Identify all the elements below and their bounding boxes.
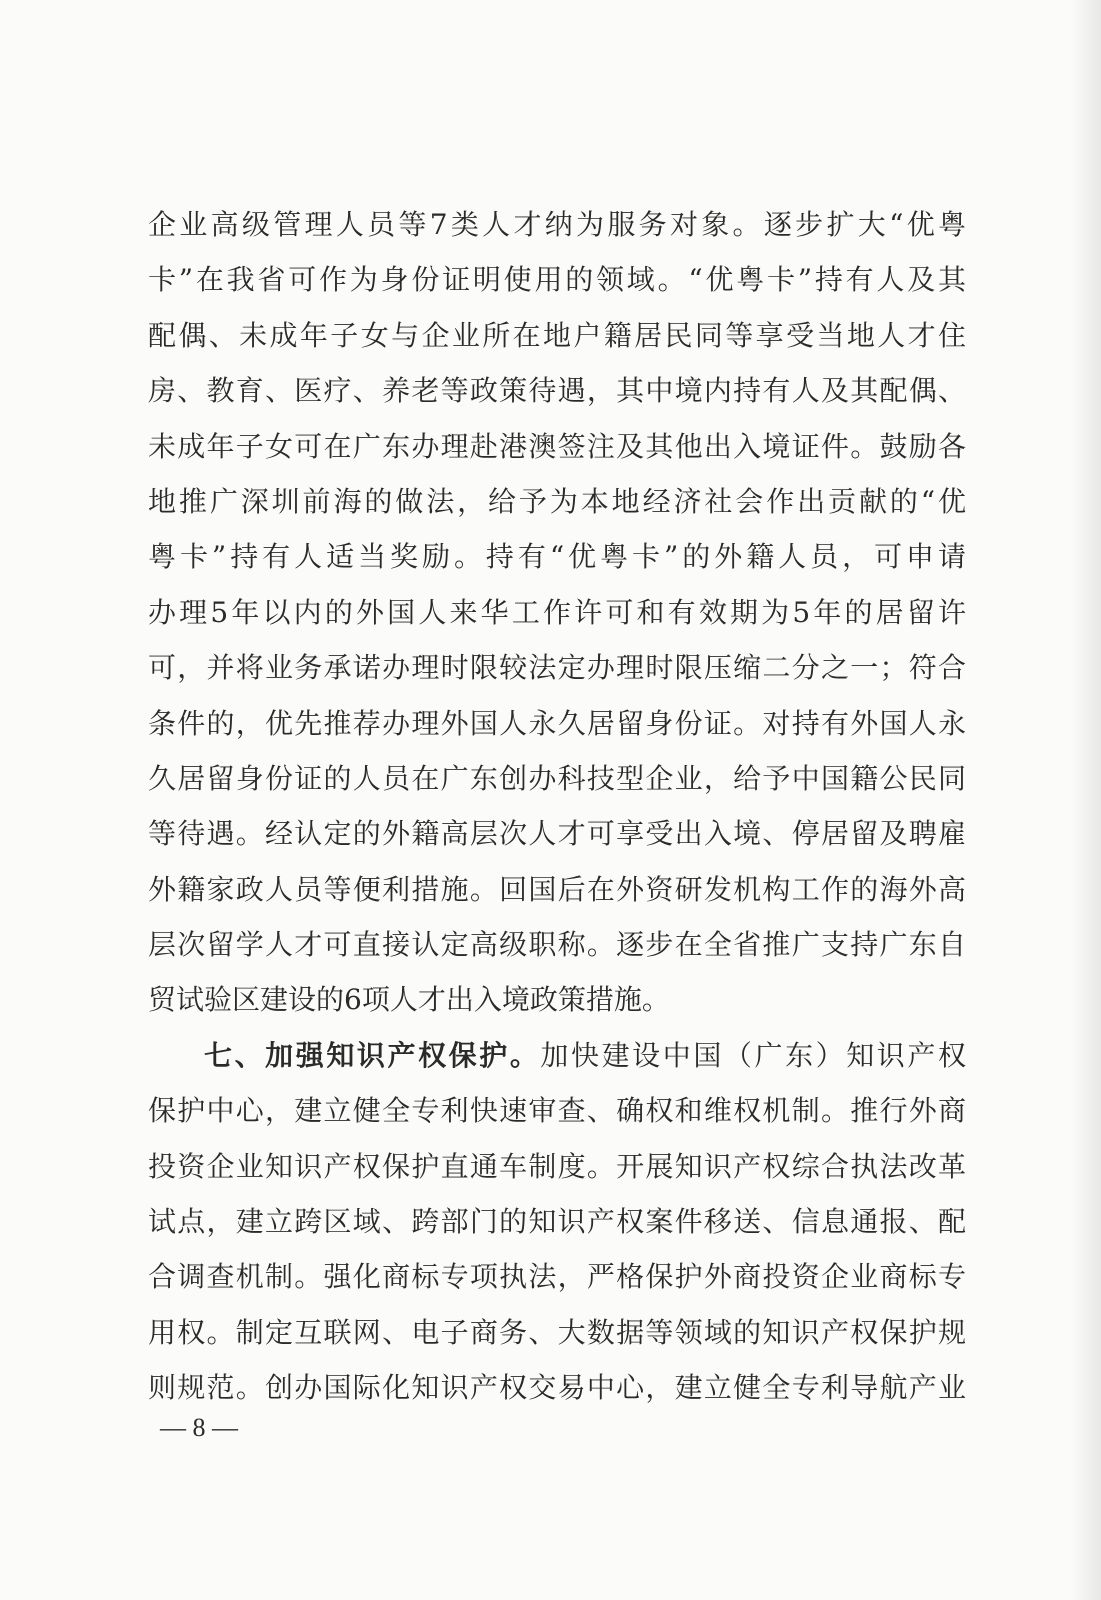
paragraph-line: 企业高级管理人员等7类人才纳为服务对象。逐步扩大“优粤 <box>148 208 966 241</box>
paragraph-line: 保护中心，建立健全专利快速审查、确权和维权机制。推行外商 <box>148 1094 966 1128</box>
paragraph-line: 可，并将业务承诺办理时限较法定办理时限压缩二分之一；符合 <box>148 651 966 685</box>
paragraph-line: 粤卡”持有人适当奖励。持有“优粤卡”的外籍人员，可申请 <box>148 540 966 574</box>
paragraph-line: 配偶、未成年子女与企业所在地户籍居民同等享受当地人才住 <box>148 318 966 352</box>
paragraph-line: 合调查机制。强化商标专项执法，严格保护外商投资企业商标专 <box>148 1260 966 1294</box>
paragraph-line: 未成年子女可在广东办理赴港澳签注及其他出入境证件。鼓励各 <box>148 429 966 463</box>
paragraph-line: 办理5年以内的外国人来华工作许可和有效期为5年的居留许 <box>148 595 966 629</box>
paragraph-line: 用权。制定互联网、电子商务、大数据等领域的知识产权保护规 <box>148 1315 966 1349</box>
paragraph-line: 卡”在我省可作为身份证明使用的领域。“优粤卡”持有人及其 <box>148 263 966 297</box>
paragraph-line: 等待遇。经认定的外籍高层次人才可享受出入境、停居留及聘雇 <box>148 817 966 851</box>
paragraph-line: 久居留身份证的人员在广东创办科技型企业，给予中国籍公民同 <box>148 761 966 795</box>
body-text <box>148 197 966 1416</box>
page-edge-shadow <box>1071 0 1101 1600</box>
paragraph-line: 地推广深圳前海的做法，给予为本地经济社会作出贡献的“优 <box>148 484 966 518</box>
paragraph-line: 投资企业知识产权保护直通车制度。开展知识产权综合执法改革 <box>148 1149 966 1183</box>
paragraph-line: 则规范。创办国际化知识产权交易中心，建立健全专利导航产业 <box>148 1371 966 1405</box>
page-number: — 8 — <box>160 1413 238 1442</box>
section-heading-continuation: 加快建设中国（广东）知识产权 <box>540 1038 966 1072</box>
paragraph-line: 层次留学人才可直接认定高级职称。逐步在全省推广支持广东自 <box>148 928 966 962</box>
paragraph-line: 房、教育、医疗、养老等政策待遇，其中境内持有人及其配偶、 <box>148 374 966 408</box>
section-heading: 七、加强知识产权保护。 <box>204 1038 541 1072</box>
paragraph-line: 外籍家政人员等便利措施。回国后在外资研发机构工作的海外高 <box>148 872 966 906</box>
paragraph-line: 条件的，优先推荐办理外国人永久居留身份证。对持有外国人永 <box>148 706 966 740</box>
section-heading-line <box>148 1028 966 1083</box>
paragraph-line: 试点，建立跨区域、跨部门的知识产权案件移送、信息通报、配 <box>148 1205 966 1239</box>
paragraph-line: 贸试验区建设的6项人才出入境政策措施。 <box>148 983 670 1017</box>
